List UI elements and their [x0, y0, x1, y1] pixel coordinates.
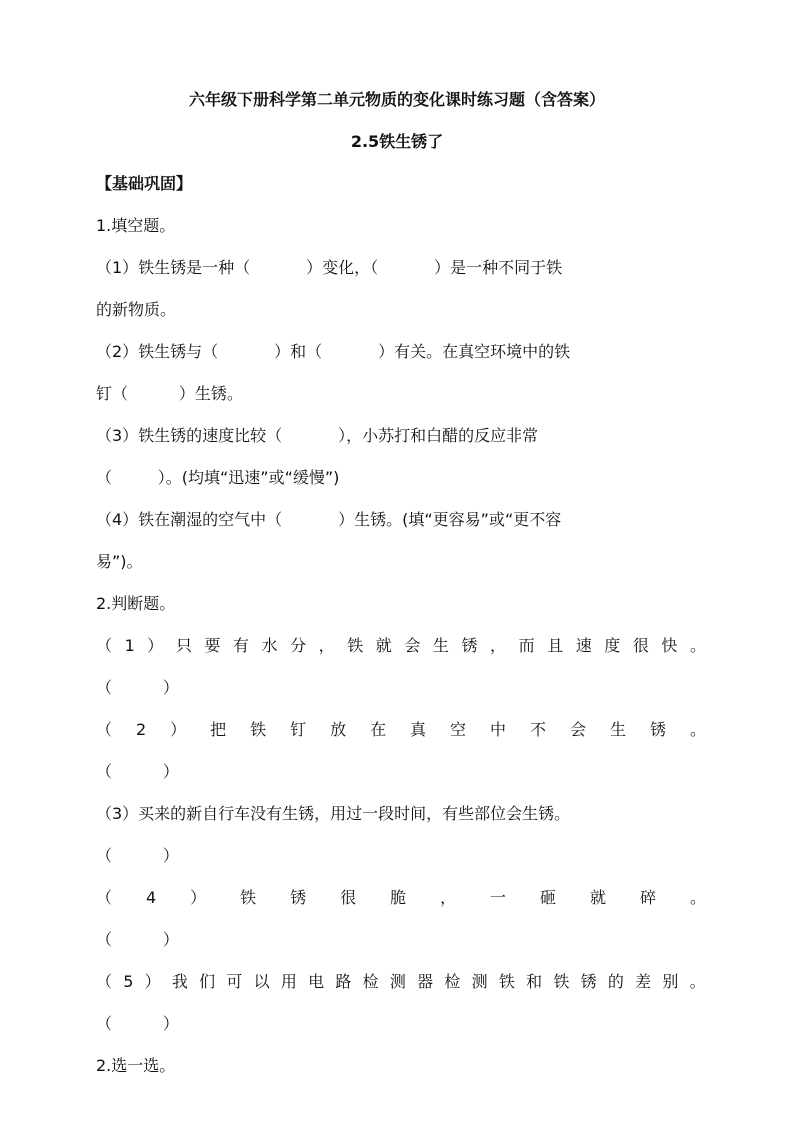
document-title: 六年级下册科学第二单元物质的变化课时练习题（含答案）: [188, 90, 605, 109]
glyph: 4: [145, 888, 157, 907]
glyph: 空: [450, 720, 467, 739]
glyph: 只: [175, 636, 192, 655]
glyph: ，: [318, 636, 335, 655]
glyph: 铁: [347, 636, 364, 655]
glyph: 检: [362, 972, 379, 991]
multiple-choice-heading: 2.选一选。: [96, 1056, 176, 1075]
glyph: 器: [417, 972, 434, 991]
fill-blank-q3-line2: （ ）。(均填“迅速”或“缓慢”): [96, 468, 340, 487]
fill-blank-q1-line2: 的新物质。: [96, 300, 177, 319]
glyph: 锈: [290, 888, 307, 907]
glyph: 会: [569, 720, 586, 739]
true-false-item-1: [96, 634, 706, 658]
glyph: 不: [530, 720, 547, 739]
glyph: 就: [590, 888, 607, 907]
glyph: 。: [689, 972, 706, 991]
glyph: 铁: [553, 972, 570, 991]
glyph: 差: [635, 972, 652, 991]
section-heading: 【基础巩固】: [96, 174, 193, 193]
answer-paren-3: （ ）: [96, 846, 179, 865]
fill-blank-heading: 1.填空题。: [96, 216, 176, 235]
glyph: 在: [370, 720, 387, 739]
glyph: （: [96, 888, 113, 907]
glyph: 要: [204, 636, 221, 655]
glyph: 且: [547, 636, 564, 655]
glyph: 生: [609, 720, 626, 739]
glyph: ）: [147, 636, 164, 655]
glyph: ，: [440, 888, 457, 907]
fill-blank-q2-line2: 钉（ ）生锈。: [96, 384, 243, 403]
glyph: 路: [335, 972, 352, 991]
glyph: 快: [661, 636, 678, 655]
glyph: 砸: [540, 888, 557, 907]
glyph: 水: [261, 636, 278, 655]
glyph: 分: [290, 636, 307, 655]
glyph: 速: [575, 636, 592, 655]
glyph: 铁: [498, 972, 515, 991]
fill-blank-q1-line1: （1）铁生锈是一种（ ）变化，（ ）是一种不同于铁: [96, 258, 563, 277]
fill-blank-q2-line1: （2）铁生锈与（ ）和（ ）有关。在真空环境中的铁: [96, 342, 571, 361]
glyph: 5: [123, 972, 134, 991]
glyph: 的: [607, 972, 624, 991]
glyph: 2: [135, 720, 147, 739]
fill-blank-q3-line1: （3）铁生锈的速度比较（ ），小苏打和白醋的反应非常: [96, 426, 539, 445]
glyph: 把: [210, 720, 227, 739]
answer-paren-5: （ ）: [96, 1014, 179, 1033]
glyph: 测: [471, 972, 488, 991]
glyph: 我: [171, 972, 188, 991]
glyph: 中: [490, 720, 507, 739]
glyph: 很: [632, 636, 649, 655]
true-false-item-5: [96, 970, 706, 994]
answer-paren-4: （ ）: [96, 930, 179, 949]
glyph: 脆: [390, 888, 407, 907]
fill-blank-q4-line2: 易”)。: [96, 552, 143, 571]
glyph: 别: [662, 972, 679, 991]
glyph: 有: [232, 636, 249, 655]
glyph: （: [96, 720, 113, 739]
glyph: 就: [375, 636, 392, 655]
answer-paren-2: （ ）: [96, 762, 179, 781]
glyph: 一: [490, 888, 507, 907]
glyph: （: [96, 636, 113, 655]
glyph: 锈: [461, 636, 478, 655]
glyph: （: [96, 972, 113, 991]
true-false-item-3: （3）买来的新自行车没有生锈，用过一段时间，有些部位会生锈。: [96, 804, 571, 823]
glyph: 可: [226, 972, 243, 991]
glyph: 检: [444, 972, 461, 991]
glyph: 铁: [240, 888, 257, 907]
glyph: 锈: [580, 972, 597, 991]
true-false-item-2: [96, 718, 706, 742]
glyph: ）: [144, 972, 161, 991]
glyph: 碎: [640, 888, 657, 907]
glyph: 放: [330, 720, 347, 739]
glyph: 用: [280, 972, 297, 991]
glyph: 电: [308, 972, 325, 991]
answer-paren-1: （ ）: [96, 678, 179, 697]
glyph: ）: [170, 720, 187, 739]
glyph: ，: [490, 636, 507, 655]
glyph: ）: [190, 888, 207, 907]
glyph: 钉: [290, 720, 307, 739]
glyph: 而: [518, 636, 535, 655]
glyph: 锈: [649, 720, 666, 739]
glyph: 铁: [250, 720, 267, 739]
glyph: 们: [199, 972, 216, 991]
glyph: 。: [689, 636, 706, 655]
glyph: 会: [404, 636, 421, 655]
glyph: 生: [432, 636, 449, 655]
fill-blank-q4-line1: （4）铁在潮湿的空气中（ ）生锈。(填“更容易”或“更不容: [96, 510, 562, 529]
glyph: 和: [526, 972, 543, 991]
glyph: 。: [689, 888, 706, 907]
lesson-subtitle: 2.5铁生锈了: [350, 132, 444, 151]
glyph: 以: [253, 972, 270, 991]
glyph: 很: [340, 888, 357, 907]
glyph: 1: [124, 636, 135, 655]
glyph: 度: [604, 636, 621, 655]
true-false-item-4: [96, 886, 706, 910]
glyph: 。: [689, 720, 706, 739]
glyph: 测: [389, 972, 406, 991]
true-false-heading: 2.判断题。: [96, 594, 176, 613]
glyph: 真: [410, 720, 427, 739]
